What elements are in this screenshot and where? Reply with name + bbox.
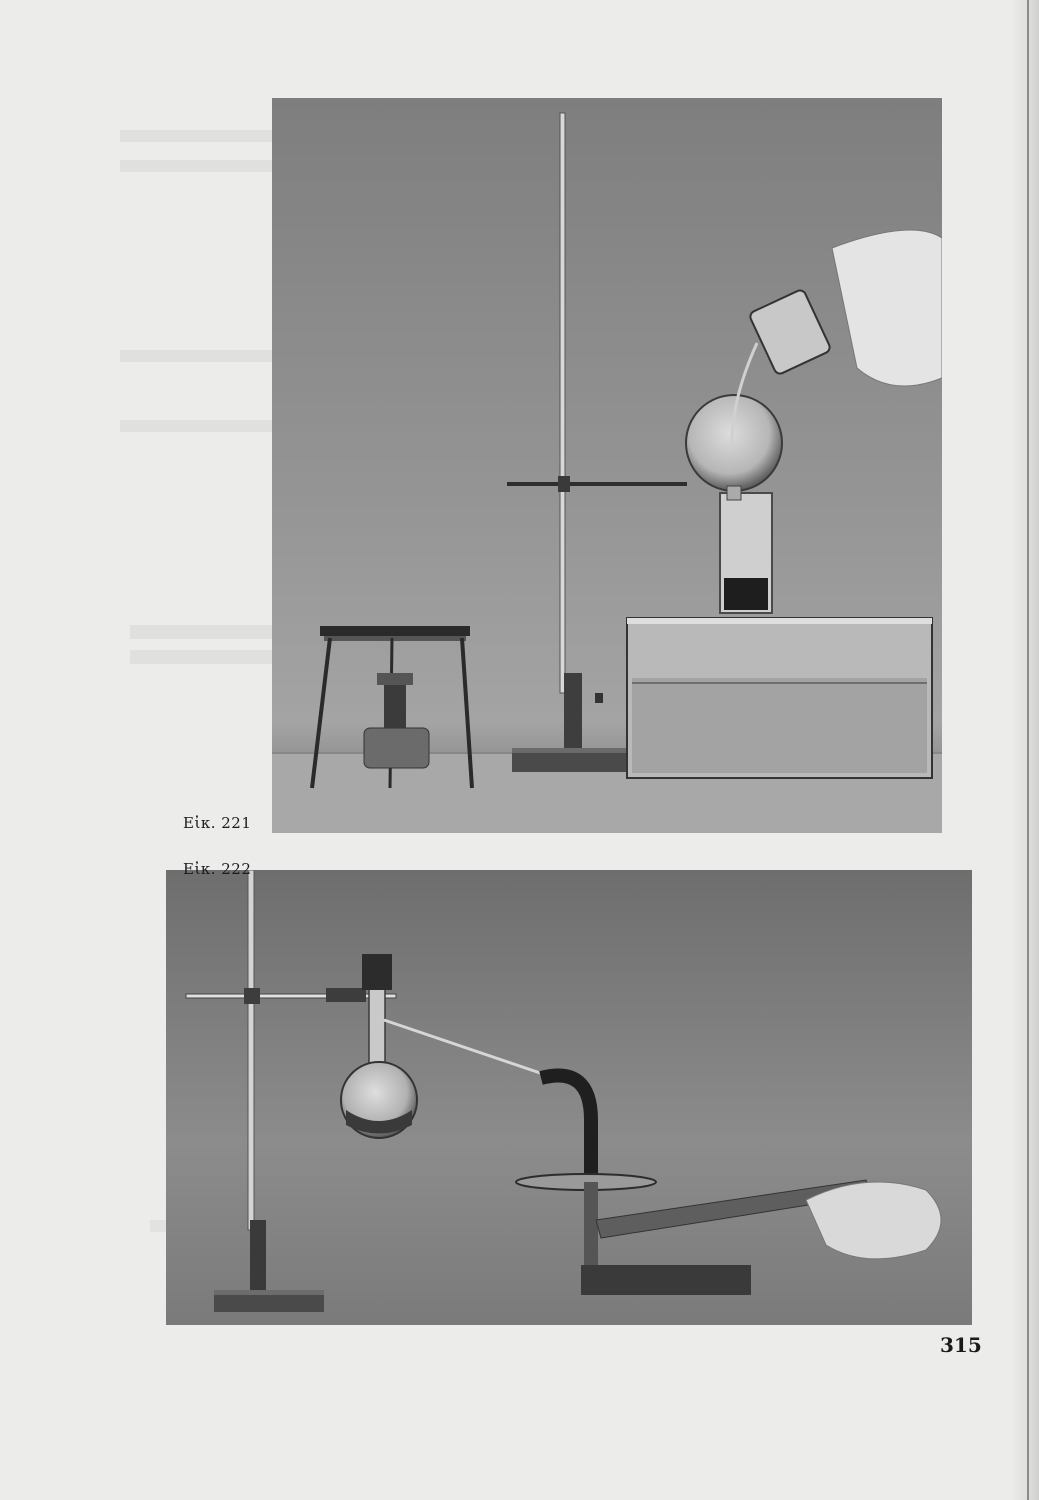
glass-trough (627, 618, 932, 778)
figure-222-caption: Εἰκ. 222 (183, 860, 252, 878)
figure-222-photo (166, 870, 972, 1325)
page-gutter-shade (1011, 0, 1039, 1500)
page-number: 315 (940, 1333, 982, 1357)
figure-221-caption: Εἰκ. 221 (183, 814, 252, 832)
page-edge (1027, 0, 1029, 1500)
figure-221-photo (272, 98, 942, 833)
